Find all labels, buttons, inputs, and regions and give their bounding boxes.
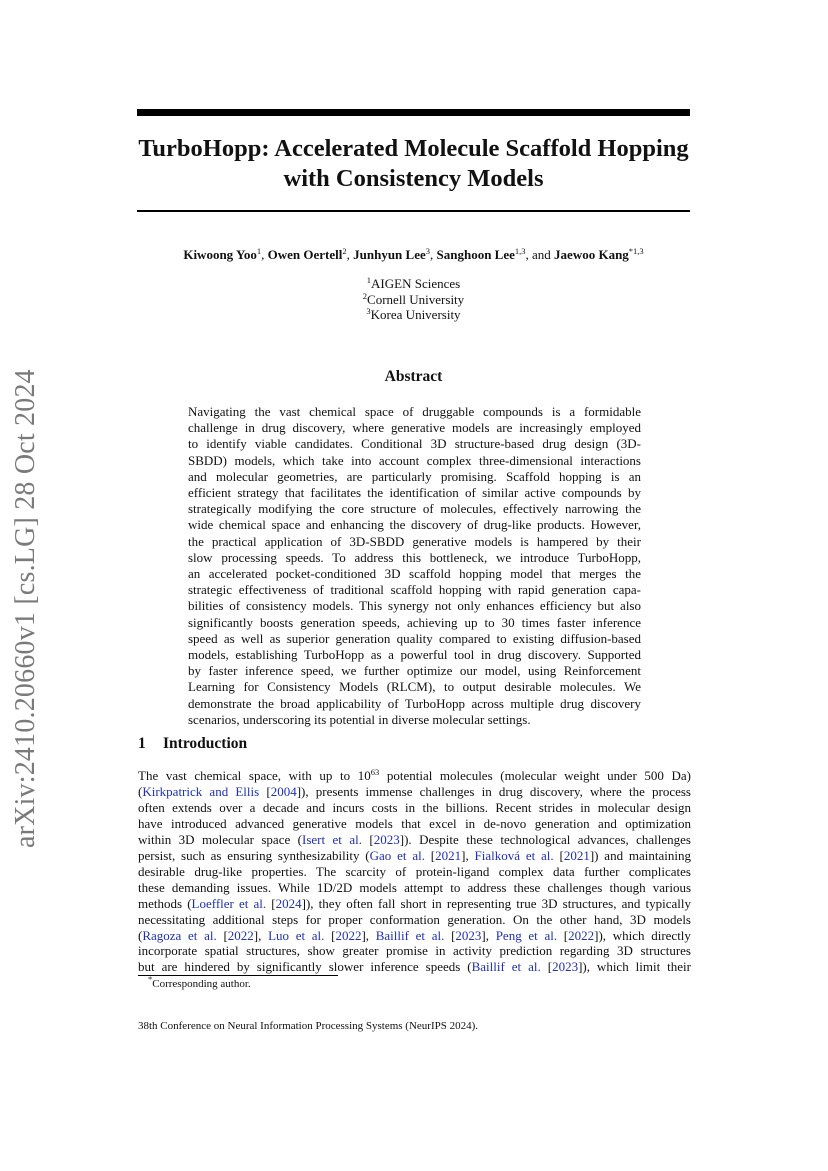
- text-run: methods (: [138, 895, 192, 911]
- text-run: persist, such as ensuring synthesizability (: [138, 847, 370, 863]
- abstract-line: the practical application of 3D-SBDD generative models is hampered by their: [188, 533, 641, 549]
- introduction-line: [138, 912, 691, 928]
- text-run: (: [138, 927, 143, 943]
- text-run: ]), presents immense challenges in drug discovery, where the process: [296, 783, 691, 799]
- abstract-heading: Abstract: [384, 368, 443, 385]
- citation-link[interactable]: Isert et al.: [302, 831, 362, 847]
- citation-link[interactable]: 2024: [275, 895, 302, 911]
- footnote-rule: [138, 975, 338, 976]
- text-run: ],: [461, 847, 475, 863]
- abstract-body: [188, 404, 641, 728]
- author-affiliation-marker: *1,3: [628, 246, 644, 256]
- text-run: desirable drug-like properties. The scarcity of protein-ligand complex data further complicates: [138, 863, 691, 879]
- citation-link[interactable]: 2022: [568, 927, 595, 943]
- text-run: ]), which directly: [594, 927, 691, 943]
- text-run: [: [557, 927, 569, 943]
- author-separator: ,: [261, 247, 268, 262]
- text-run: [: [540, 959, 553, 975]
- text-run: ]), they often fall short in representing true 3D structures, and typically: [301, 895, 691, 911]
- introduction-line: [138, 832, 691, 848]
- author-separator: ,: [430, 247, 437, 262]
- citation-link[interactable]: 2023: [552, 959, 579, 975]
- abstract-line: scenarios, underscoring its potential in diverse molecular settings.: [188, 711, 531, 727]
- author-affiliation-marker: 1: [256, 246, 262, 256]
- citation-link[interactable]: Kirkpatrick and Ellis: [142, 783, 260, 799]
- footnote: [148, 974, 251, 990]
- citation-link[interactable]: Luo et al.: [268, 927, 325, 943]
- abstract-line: slow processing speeds. To address this bottleneck, we introduce TurboHopp,: [188, 549, 641, 565]
- affiliation-marker: 3: [366, 306, 371, 316]
- abstract-line: speed as well as superior generation quality compared to existing diffusion-based: [188, 630, 641, 646]
- affiliation-name: AIGEN Sciences: [371, 276, 461, 291]
- abstract-line: strategically modifying the core structure of molecules, effectively narrowing the: [188, 501, 641, 517]
- abstract-line: to identify viable candidates. Conditional 3D structure-based drug design (3D-: [188, 436, 641, 452]
- abstract-line: Learning for Consistency Models (RLCM), to output desirable molecules. We: [188, 679, 641, 695]
- abstract-line: challenge in drug discovery, where generative models are increasingly employed: [188, 420, 641, 436]
- introduction-line: [138, 848, 691, 864]
- text-run: [: [259, 783, 271, 799]
- text-run: ],: [361, 927, 376, 943]
- author-name: Jaewoo Kang: [554, 247, 629, 262]
- title-top-rule: [137, 109, 690, 116]
- author-name: Owen Oertell: [267, 247, 343, 262]
- author-affiliation-marker: 2: [342, 246, 347, 256]
- affiliation-item: [137, 307, 690, 323]
- citation-link[interactable]: 2022: [227, 927, 254, 943]
- author-list: [137, 246, 690, 264]
- abstract-line: SBDD) models, which take into account complex three-dimensional interactions: [188, 452, 641, 468]
- abstract-line: strategic effectiveness of traditional scaffold hopping with rapid generation capa-: [188, 582, 641, 598]
- section-heading-introduction: [138, 735, 247, 753]
- citation-link[interactable]: 2021: [563, 847, 590, 863]
- text-run: [: [216, 927, 228, 943]
- text-run: within 3D molecular space (: [138, 831, 302, 847]
- author-name: Kiwoong Yoo: [183, 247, 257, 262]
- citation-link[interactable]: Peng et al.: [495, 927, 558, 943]
- text-run: ],: [481, 927, 496, 943]
- citation-link[interactable]: Loeffler et al.: [191, 895, 267, 911]
- introduction-line: [138, 768, 691, 784]
- text-run: [: [553, 847, 564, 863]
- introduction-line: [138, 928, 691, 944]
- text-run: [: [444, 927, 456, 943]
- affiliation-list: [137, 276, 690, 323]
- introduction-line: [138, 800, 691, 816]
- author-affiliation-marker: 1,3: [514, 246, 526, 256]
- text-run: ]), which limit their: [578, 959, 691, 975]
- abstract-line: Navigating the vast chemical space of druggable compounds is a formidable: [188, 404, 641, 419]
- text-run: [: [324, 927, 336, 943]
- abstract-line: and molecular geometries, are particularly promising. Scaffold hopping is an: [188, 468, 641, 484]
- abstract-line: bilities of consistency models. This synergy not only enhances efficiency but also: [188, 598, 641, 614]
- section-title: Introduction: [163, 735, 248, 752]
- citation-link[interactable]: 2023: [455, 927, 482, 943]
- affiliation-marker: 2: [362, 290, 368, 301]
- text-run: [: [424, 847, 436, 863]
- author-separator: ,: [346, 247, 354, 262]
- text-run: potential molecules (molecular weight under 500 Da): [379, 768, 691, 783]
- text-run: [: [361, 831, 374, 847]
- title-line-2: with Consistency Models: [283, 165, 544, 192]
- text-run: ]). Despite these technological advances, challenges: [399, 831, 691, 847]
- abstract-line: by faster inference speed, we further optimize our model, using Reinforcement: [188, 663, 641, 679]
- arxiv-identifier-stamp: arXiv:2410.20660v1 [cs.LG] 28 Oct 2024: [10, 369, 41, 848]
- author-separator: , and: [525, 247, 555, 262]
- affiliation-marker: 1: [366, 275, 372, 285]
- text-run: ]) and maintaining: [589, 847, 691, 863]
- citation-link[interactable]: Fialková et al.: [474, 847, 554, 863]
- introduction-line: [138, 864, 691, 880]
- abstract-line: efficient strategy that facilitates the identification of similar active compounds by: [188, 485, 641, 501]
- introduction-body: [138, 768, 691, 975]
- author-name: Sanghoon Lee: [436, 247, 515, 262]
- paper-title: [137, 134, 690, 194]
- text-run: (: [138, 783, 143, 799]
- abstract-line: an accelerated pocket-conditioned 3D scaffold hopping model that merges the: [188, 566, 641, 582]
- introduction-line: [138, 816, 691, 832]
- text-run: incorporate spatial structures, show greater promise in activity prediction regarding 3D structures: [138, 943, 691, 959]
- superscript: 63: [370, 767, 380, 777]
- citation-link[interactable]: Ragoza et al.: [142, 927, 217, 943]
- citation-link[interactable]: 2022: [335, 927, 362, 943]
- author-name: Junhyun Lee: [353, 247, 426, 262]
- affiliation-name: Korea University: [370, 307, 461, 322]
- text-run: these demanding issues. While 1D/2D models attempt to address these challenges though various: [138, 879, 691, 895]
- author-affiliation-marker: 3: [425, 246, 430, 256]
- footnote-marker: *: [148, 974, 153, 984]
- text-run: but are hindered by significantly slower inference speeds (: [138, 959, 472, 975]
- introduction-line: [138, 880, 691, 896]
- citation-link[interactable]: 2021: [435, 847, 462, 863]
- citation-link[interactable]: Baillif et al.: [375, 927, 445, 943]
- affiliation-item: [137, 292, 690, 308]
- title-bottom-rule: [137, 210, 690, 212]
- citation-link[interactable]: 2004: [270, 783, 297, 799]
- abstract-line: wide chemical space and enhancing the discovery of drug-like products. However,: [188, 517, 641, 533]
- text-run: The vast chemical space, with up to 10: [138, 768, 371, 783]
- abstract-line: demonstrate the broad applicability of TurboHopp across multiple drug discovery: [188, 695, 641, 711]
- text-run: necessitating additional steps for proper conformation generation. On the other hand, 3D models: [138, 911, 691, 927]
- introduction-line: [138, 943, 691, 959]
- citation-link[interactable]: Baillif et al.: [471, 959, 541, 975]
- introduction-line: [138, 959, 691, 975]
- text-run: often extends over a decade and incurs costs in the billions. Recent strides in molecular design: [138, 799, 691, 815]
- introduction-line: [138, 784, 691, 800]
- conference-note: 38th Conference on Neural Information Processing Systems (NeurIPS 2024).: [138, 1020, 479, 1032]
- citation-link[interactable]: 2023: [373, 831, 400, 847]
- footnote-text: Corresponding author.: [152, 978, 251, 990]
- abstract-line: significantly boosts generation speeds, achieving up to 30 times faster inference: [188, 614, 641, 630]
- abstract-line: models, establishing TurboHopp as a powerful tool in drug discovery. Supported: [188, 647, 641, 663]
- text-run: [: [266, 895, 276, 911]
- text-run: have introduced advanced generative models that excel in de-novo generation and optimization: [138, 815, 691, 831]
- section-number: 1: [138, 735, 146, 752]
- affiliation-item: [137, 276, 690, 292]
- introduction-line: [138, 896, 691, 912]
- title-line-1: TurboHopp: Accelerated Molecule Scaffold Hopping: [138, 135, 689, 162]
- affiliation-name: Cornell University: [367, 291, 465, 307]
- text-run: ],: [253, 927, 269, 943]
- citation-link[interactable]: Gao et al.: [369, 847, 425, 863]
